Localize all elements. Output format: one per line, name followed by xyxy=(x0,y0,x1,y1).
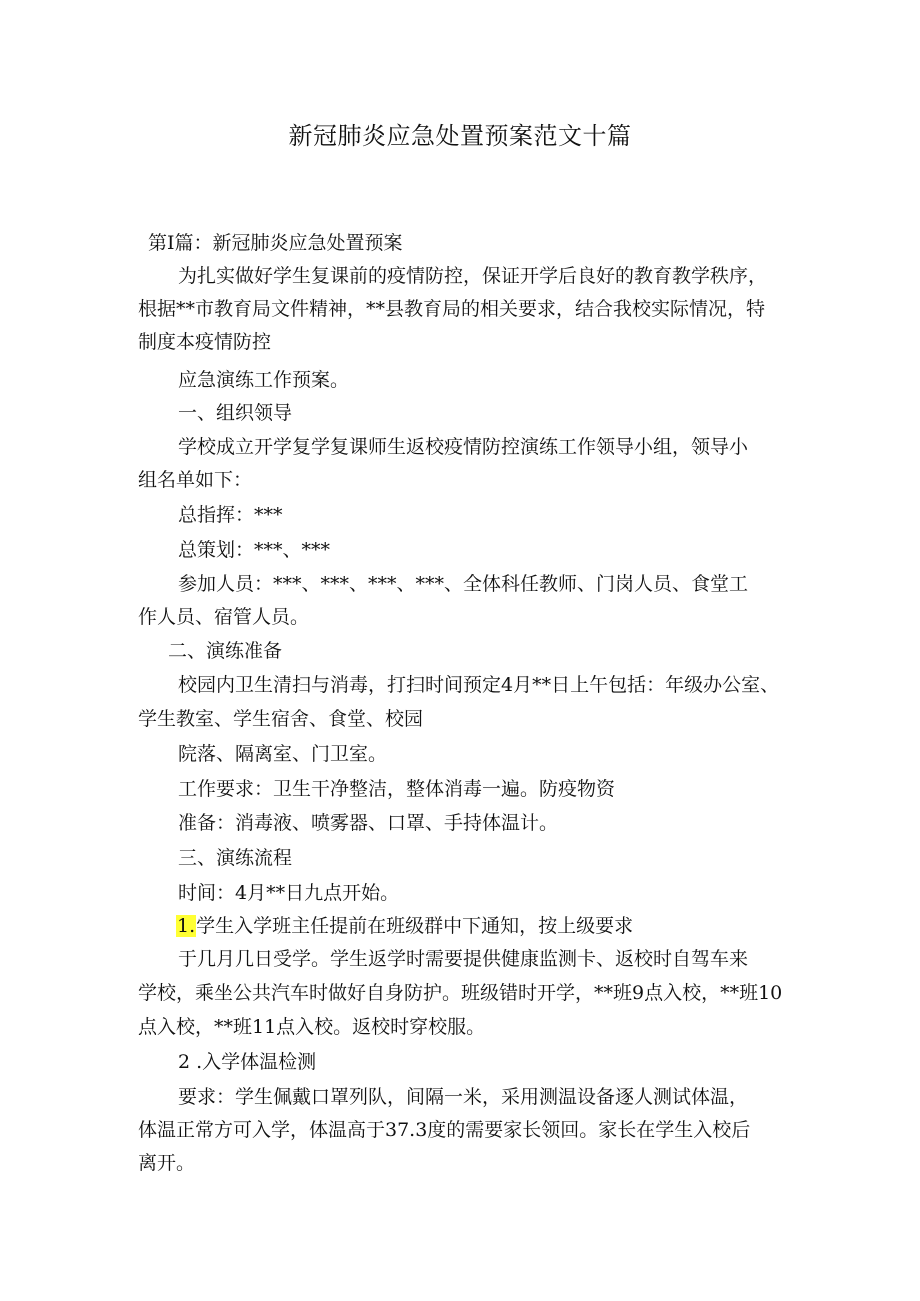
paragraph-line: 工作要求：卫生干净整洁，整体消毒一遍。防疫物资 xyxy=(178,778,616,800)
paragraph-line: 根据**市教育局文件精神，**县教育局的相关要求，结合我校实际情况，特 xyxy=(138,298,766,320)
paragraph-line: 学校，乘坐公共汽车时做好自身防护。班级错时开学，**班9点入校，**班10 xyxy=(138,982,783,1004)
paragraph-line: 院落、隔离室、门卫室。 xyxy=(178,743,388,765)
paragraph-line: 准备：消毒液、喷雾器、口罩、手持体温计。 xyxy=(178,812,559,834)
section-heading-part1: 第I篇：新冠肺炎应急处置预案 xyxy=(148,232,403,254)
paragraph-line: 校园内卫生清扫与消毒，打扫时间预定4月**日上午包括：年级办公室、 xyxy=(178,674,780,696)
list-item: 2 .入学体温检测 xyxy=(178,1051,317,1073)
section-heading: 一、组织领导 xyxy=(178,402,293,424)
paragraph-line: 离开。 xyxy=(138,1152,196,1174)
paragraph-line: 应急演练工作预案。 xyxy=(178,369,350,391)
paragraph-line: 要求：学生佩戴口罩列队，间隔一米，采用测温设备逐人测试体温， xyxy=(178,1086,749,1108)
document-title: 新冠肺炎应急处置预案范文十篇 xyxy=(288,122,632,150)
section-heading: 二、演练准备 xyxy=(168,640,283,662)
paragraph-line: 作人员、宿管人员。 xyxy=(138,606,310,628)
highlighted-list-marker: 1. xyxy=(177,915,196,937)
paragraph-line: 时间：4月**日九点开始。 xyxy=(178,882,400,904)
list-item-text: 学生入学班主任提前在班级群中下通知，按上级要求 xyxy=(196,915,634,937)
paragraph-line: 学生教室、学生宿舍、食堂、校园 xyxy=(138,708,424,730)
paragraph-line: 学校成立开学复学复课师生返校疫情防控演练工作领导小组，领导小 xyxy=(178,436,749,458)
paragraph-line: 于几月几日受学。学生返学时需要提供健康监测卡、返校时自驾车来 xyxy=(178,948,749,970)
paragraph-line: 点入校，**班11点入校。返校时穿校服。 xyxy=(138,1016,486,1038)
list-item xyxy=(176,913,633,939)
paragraph-line: 参加人员：***、***、***、***、全体科任教师、门岗人员、食堂工 xyxy=(178,573,749,595)
paragraph-line: 组名单如下： xyxy=(138,469,253,491)
paragraph-line: 体温正常方可入学，体温高于37.3度的需要家长领回。家长在学生入校后 xyxy=(138,1119,751,1141)
paragraph-line: 总策划：***、*** xyxy=(178,539,331,561)
paragraph-line: 为扎实做好学生复课前的疫情防控，保证开学后良好的教育教学秩序， xyxy=(178,265,768,287)
paragraph-line: 总指挥：*** xyxy=(178,504,283,526)
paragraph-line: 制度本疫情防控 xyxy=(138,331,272,353)
section-heading: 三、演练流程 xyxy=(178,847,293,869)
